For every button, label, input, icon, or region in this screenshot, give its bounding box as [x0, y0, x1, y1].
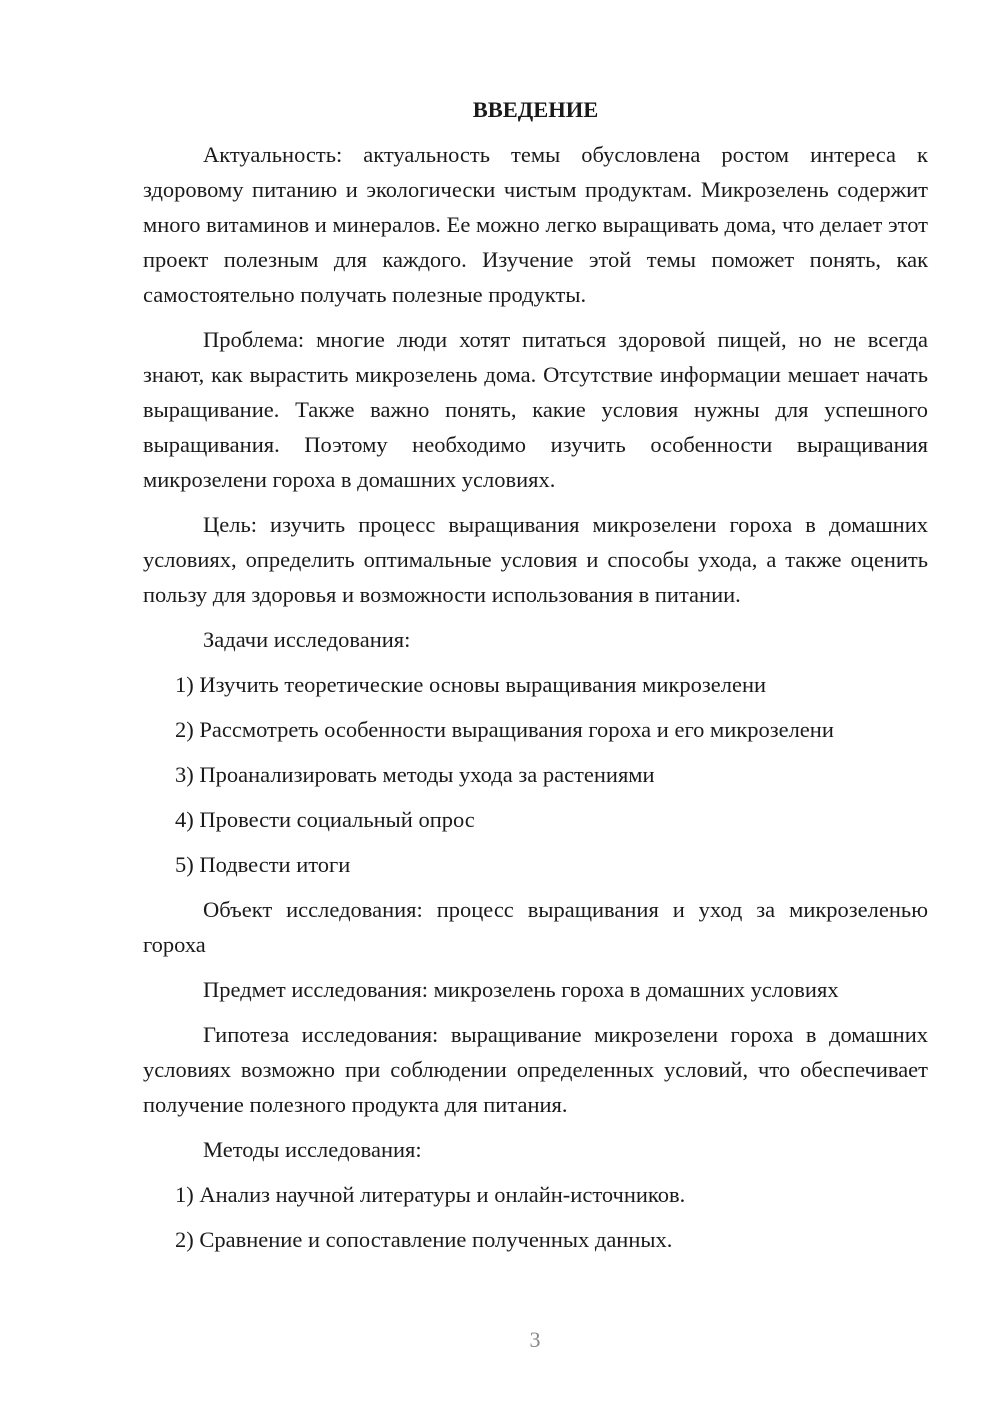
- paragraph-relevance: Актуальность: актуальность темы обусловлена ростом интереса к здоровому питанию и экологически чистым продуктам. Микрозелень содержит много витаминов и минералов. Ее можно легко выращивать дома, что делает этот проект полезным для каждого. Изучение этой темы поможет понять, как самостоятельно получать полезные продукты.: [143, 142, 928, 307]
- list-item-method-1: 1) Анализ научной литературы и онлайн-источников.: [175, 1182, 686, 1207]
- list-item-task-1: 1) Изучить теоретические основы выращивания микрозелени: [175, 672, 767, 697]
- page-title: ВВЕДЕНИЕ: [472, 97, 599, 122]
- list-item-task-4: 4) Провести социальный опрос: [175, 807, 475, 832]
- paragraph-subject: Предмет исследования: микрозелень гороха в домашних условиях: [203, 977, 839, 1002]
- page-number: 3: [529, 1327, 541, 1352]
- paragraph-hypothesis: Гипотеза исследования: выращивание микрозелени гороха в домашних условиях возможно при соблюдении определенных условий, что обеспечивает получение полезного продукта для питания.: [143, 1022, 928, 1117]
- list-item-task-3: 3) Проанализировать методы ухода за растениями: [175, 762, 655, 787]
- list-item-task-5: 5) Подвести итоги: [175, 852, 351, 877]
- methods-heading: Методы исследования:: [203, 1137, 422, 1162]
- paragraph-object: Объект исследования: процесс выращивания и уход за микрозеленью гороха: [143, 897, 928, 957]
- tasks-heading: Задачи исследования:: [203, 627, 411, 652]
- paragraph-problem: Проблема: многие люди хотят питаться здоровой пищей, но не всегда знают, как вырастить микрозелень дома. Отсутствие информации мешает начать выращивание. Также важно понять, какие условия нужны для успешного выращивания. Поэтому необходимо изучить особенности выращивания микрозелени гороха в домашних условиях.: [143, 327, 928, 492]
- document-page: [143, 92, 928, 1267]
- paragraph-goal: Цель: изучить процесс выращивания микрозелени гороха в домашних условиях, определить оптимальные условия и способы ухода, а также оценить пользу для здоровья и возможности использования в питании.: [143, 512, 928, 607]
- list-item-method-2: 2) Сравнение и сопоставление полученных данных.: [175, 1227, 673, 1252]
- list-item-task-2: 2) Рассмотреть особенности выращивания гороха и его микрозелени: [175, 717, 834, 742]
